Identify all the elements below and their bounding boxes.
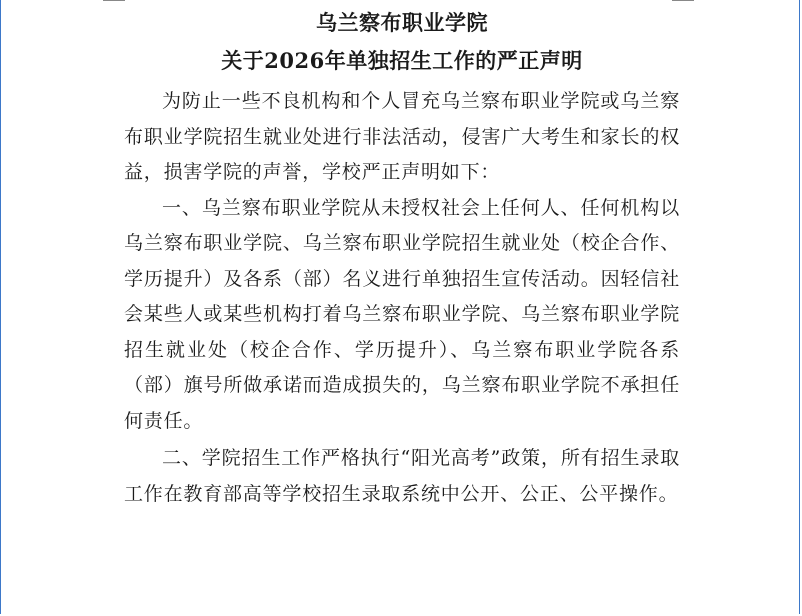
paragraph-clause-1: 一、乌兰察布职业学院从未授权社会上任何人、任何机构以乌兰察布职业学院、乌兰察布职业学院招生就业处（校企合作、学历提升）及各系（部）名义进行单独招生宣传活动。因轻信社会某些人或某些机构打着乌兰察布职业学院、乌兰察布职业学院招生就业处（校企合作、学历提升）、乌兰察布职业学院各系（部）旗号所做承诺而造成损失的，乌兰察布职业学院不承担任何责任。: [124, 196, 680, 432]
crop-mark-right: [672, 0, 694, 1]
paragraph-intro: 为防止一些不良机构和个人冒充乌兰察布职业学院或乌兰察布职业学院招生就业处进行非法活动，侵害广大考生和家长的权益，损害学院的声誉，学校严正声明如下：: [124, 90, 680, 183]
document-title-line2: 关于2026年单独招生工作的严正声明: [221, 48, 583, 73]
crop-mark-left: [103, 0, 125, 1]
paragraph-clause-2: 二、学院招生工作严格执行“阳光高考”政策，所有招生录取工作在教育部高等学校招生录取系统中公开、公正、公平操作。: [124, 447, 680, 505]
document-title-line1: 乌兰察布职业学院: [316, 10, 488, 35]
document-body: [124, 4, 680, 512]
